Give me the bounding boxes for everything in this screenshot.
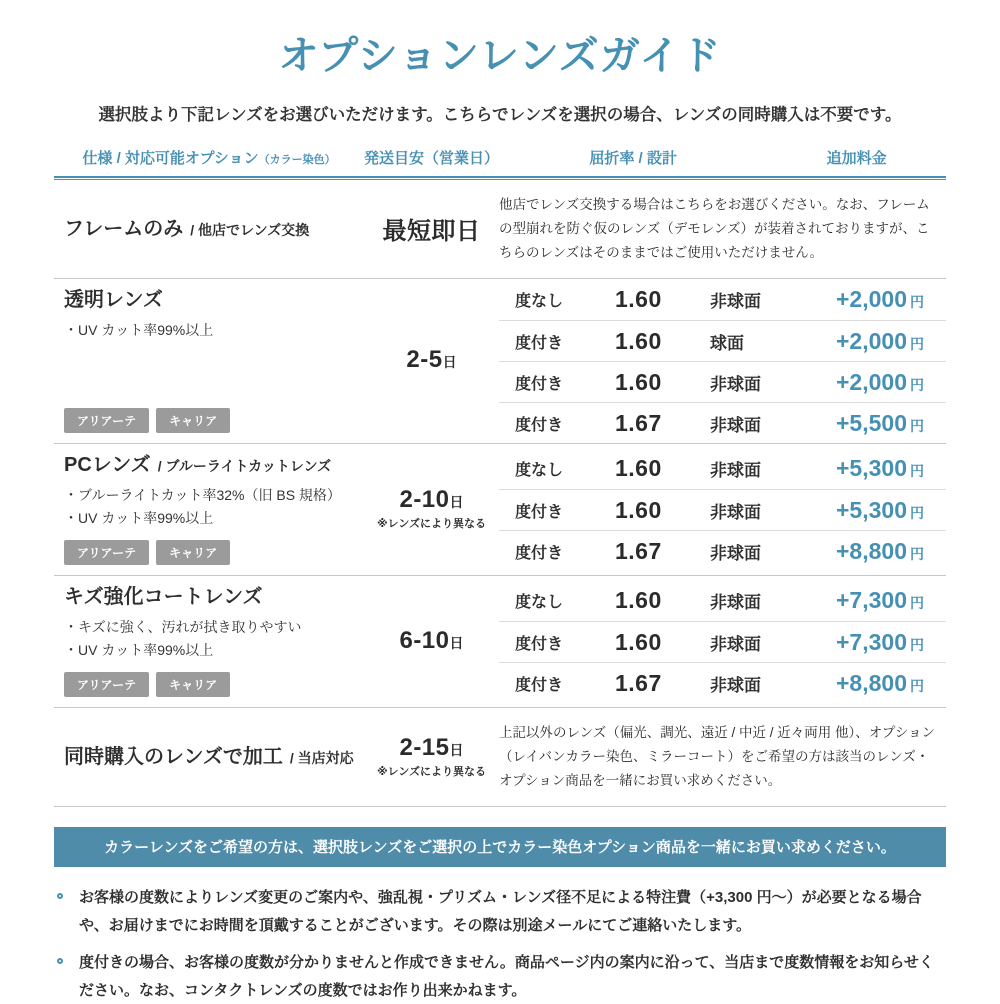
header-spec-label: 仕様 / 対応可能オプション	[82, 150, 259, 167]
header-extra-fee: 追加料金	[826, 150, 887, 167]
header-spec	[54, 147, 364, 168]
shipping-days: 2-15	[399, 733, 450, 761]
shipping-cell	[364, 346, 499, 376]
note-item	[54, 884, 946, 940]
lens-tag: キャリア	[156, 672, 230, 697]
option-price	[828, 455, 946, 482]
option-price	[828, 369, 946, 396]
lens-row	[54, 180, 946, 279]
shipping-cell	[364, 734, 499, 781]
option-price-amount: +7,300	[836, 628, 907, 655]
lens-tag-list	[64, 662, 364, 697]
option-design: 非球面	[710, 292, 761, 312]
option-design: 非球面	[710, 543, 761, 563]
option-price	[828, 670, 946, 697]
lens-name-suffix: / 他店でレンズ交換	[190, 222, 310, 239]
row-description: 上記以外のレンズ（偏光、調光、遠近 / 中近 / 近々両用 他）、オプション（レイバンカラー染色、ミラーコート）をご希望の方は該当のレンズ・オプション商品を一緒にお買い求めください。	[499, 725, 936, 789]
shipping-unit: 日	[442, 354, 457, 371]
option-design: 非球面	[710, 374, 761, 394]
lens-row	[54, 444, 946, 576]
color-lens-banner: カラーレンズをご希望の方は、選択肢レンズをご選択の上でカラー染色オプション商品を一緒にお買い求めください。	[54, 827, 946, 867]
option-price-amount: +5,300	[836, 496, 907, 523]
lens-name	[64, 217, 364, 241]
option-refractive-index: 1.60	[615, 455, 662, 482]
option-type: 度付き	[515, 676, 564, 694]
shipping-days: 2-10	[399, 486, 450, 514]
option-lens-guide	[54, 0, 946, 1004]
note-bullet-icon	[57, 958, 63, 964]
option-price-unit: 円	[910, 376, 924, 393]
option-price-unit: 円	[910, 595, 924, 612]
lens-tag: アリアーテ	[64, 408, 149, 433]
lens-tag: キャリア	[156, 408, 230, 433]
lens-name-main: 同時購入のレンズで加工	[64, 746, 283, 769]
option-type: 度付き	[515, 375, 564, 393]
lens-spec-cell	[54, 444, 364, 575]
lens-table-body	[54, 180, 946, 807]
shipping-estimate	[364, 627, 499, 655]
option-price-unit: 円	[910, 545, 924, 562]
option-refractive-index: 1.60	[615, 496, 662, 523]
option-design: 非球面	[710, 502, 761, 522]
lens-feature-list	[64, 616, 364, 662]
option-price-amount: +2,000	[836, 368, 907, 395]
lens-row	[54, 576, 946, 708]
option-price	[828, 286, 946, 313]
lens-feature-list	[64, 319, 364, 342]
option-design: 非球面	[710, 461, 761, 481]
feature-item: ・キズに強く、汚れが拭き取りやすい	[64, 619, 302, 636]
option-design: 球面	[710, 333, 744, 353]
lens-detail-cell	[499, 721, 946, 793]
option-refractive-index: 1.60	[615, 368, 662, 395]
lens-row	[54, 279, 946, 444]
option-price-unit: 円	[910, 294, 924, 311]
notes-list	[54, 884, 946, 1004]
note-text: 度付きの場合、お客様の度数が分かりませんと作成できません。商品ページ内の案内に沿って、当店まで度数情報をお知らせください。なお、コンタクトレンズの度数ではお作り出来かねます。	[79, 953, 934, 999]
option-price-amount: +5,500	[836, 409, 907, 436]
lens-spec-cell	[54, 576, 364, 707]
shipping-cell	[364, 211, 499, 248]
option-price-unit: 円	[910, 636, 924, 653]
lens-name-main: PCレンズ	[64, 454, 151, 477]
shipping-days: 6-10	[399, 626, 450, 654]
option-type: 度付き	[515, 544, 564, 562]
option-type: 度付き	[515, 334, 564, 352]
option-price	[828, 587, 946, 614]
lens-detail-cell	[499, 444, 946, 575]
header-spec-sub: （カラー染色）	[258, 154, 336, 166]
option-design: 非球面	[710, 415, 761, 435]
feature-item: ・UV カット率99%以上	[64, 322, 214, 339]
lens-row	[54, 708, 946, 807]
option-refractive-index: 1.60	[615, 327, 662, 354]
lens-name	[64, 585, 364, 609]
option-row	[499, 489, 946, 530]
shipping-estimate	[364, 211, 499, 246]
lens-tag: アリアーテ	[64, 540, 149, 565]
lens-detail-cell	[499, 279, 946, 443]
option-refractive-index: 1.60	[615, 587, 662, 614]
lens-tag: アリアーテ	[64, 672, 149, 697]
lens-name-main: フレームのみ	[64, 218, 184, 241]
option-row	[499, 621, 946, 662]
option-price	[828, 629, 946, 656]
lens-name	[64, 745, 364, 769]
note-text: お客様の度数によりレンズ変更のご案内や、強乱視・プリズム・レンズ径不足による特注費（+3,300 円〜）が必要となる場合や、お届けまでにお時間を頂戴することがございます。その際は別途メールにてご連絡いたします。	[79, 889, 922, 935]
header-shipping: 発送目安（営業日）	[364, 150, 500, 167]
option-price-amount: +8,800	[836, 537, 907, 564]
feature-item: ・UV カット率99%以上	[64, 510, 214, 527]
option-row	[499, 402, 946, 443]
page-subtitle: 選択肢より下記レンズをお選びいただけます。こちらでレンズを選択の場合、レンズの同時購入は不要です。	[98, 106, 902, 124]
lens-detail-cell	[499, 576, 946, 707]
option-price-amount: +2,000	[836, 327, 907, 354]
option-type: 度付き	[515, 503, 564, 521]
option-design: 非球面	[710, 593, 761, 613]
option-refractive-index: 1.67	[615, 409, 662, 436]
lens-name-main: 透明レンズ	[64, 289, 163, 312]
feature-item: ・UV カット率99%以上	[64, 642, 214, 659]
lens-tag-list	[64, 530, 364, 565]
option-refractive-index: 1.67	[615, 669, 662, 696]
option-price-amount: +7,300	[836, 587, 907, 614]
option-refractive-index: 1.67	[615, 537, 662, 564]
table-header	[54, 147, 946, 168]
lens-spec-cell	[54, 721, 364, 793]
feature-item: ・ブルーライトカット率32%（旧 BS 規格）	[64, 487, 341, 504]
shipping-unit: 日	[449, 634, 464, 651]
option-type: 度付き	[515, 416, 564, 434]
lens-name-main: キズ強化コートレンズ	[64, 586, 263, 609]
option-design: 非球面	[710, 675, 761, 695]
option-row	[499, 361, 946, 402]
lens-spec-cell	[54, 279, 364, 443]
option-row	[499, 580, 946, 621]
shipping-cell	[364, 486, 499, 533]
shipping-note: ※レンズにより異なる	[376, 518, 487, 531]
option-price-amount: +8,800	[836, 669, 907, 696]
option-row	[499, 320, 946, 361]
shipping-days: 最短即日	[382, 217, 481, 245]
option-refractive-index: 1.60	[615, 286, 662, 313]
option-refractive-index: 1.60	[615, 628, 662, 655]
shipping-estimate	[364, 486, 499, 514]
lens-name-suffix: / 当店対応	[289, 750, 354, 767]
option-price-unit: 円	[910, 463, 924, 480]
option-row	[499, 530, 946, 571]
header-right-group	[499, 147, 946, 168]
shipping-note: ※レンズにより異なる	[376, 765, 487, 778]
option-price-unit: 円	[910, 335, 924, 352]
option-row	[499, 448, 946, 489]
option-row	[499, 662, 946, 703]
shipping-estimate	[364, 346, 499, 374]
option-price-unit: 円	[910, 677, 924, 694]
option-price	[828, 410, 946, 437]
note-bullet-icon	[57, 893, 63, 899]
option-price-amount: +2,000	[836, 286, 907, 313]
shipping-estimate	[364, 734, 499, 762]
header-index-design: 屈折率 / 設計	[589, 150, 677, 167]
option-price	[828, 497, 946, 524]
note-item	[54, 949, 946, 1004]
option-type: 度なし	[515, 462, 564, 480]
lens-name	[64, 288, 364, 312]
page-title: オプションレンズガイド	[278, 34, 722, 78]
lens-feature-list	[64, 484, 364, 530]
lens-name	[64, 453, 364, 477]
option-price	[828, 538, 946, 565]
option-design: 非球面	[710, 634, 761, 654]
option-price-amount: +5,300	[836, 455, 907, 482]
option-type: 度付き	[515, 635, 564, 653]
shipping-days: 2-5	[406, 346, 443, 374]
option-price-unit: 円	[910, 417, 924, 434]
shipping-unit: 日	[449, 741, 464, 758]
lens-name-suffix: / ブルーライトカットレンズ	[157, 458, 332, 475]
lens-tag-list	[64, 398, 364, 433]
option-type: 度なし	[515, 293, 564, 311]
option-type: 度なし	[515, 594, 564, 612]
row-description: 他店でレンズ交換する場合はこちらをお選びください。なお、フレームの型崩れを防ぐ仮のレンズ（デモレンズ）が装着されておりますが、こちらのレンズはそのままではご使用いただけません。	[499, 197, 930, 261]
shipping-cell	[364, 627, 499, 657]
option-price	[828, 328, 946, 355]
lens-tag: キャリア	[156, 540, 230, 565]
option-row	[499, 279, 946, 320]
option-price-unit: 円	[910, 504, 924, 521]
lens-spec-cell	[54, 193, 364, 265]
shipping-unit: 日	[449, 494, 464, 511]
lens-detail-cell	[499, 193, 946, 265]
